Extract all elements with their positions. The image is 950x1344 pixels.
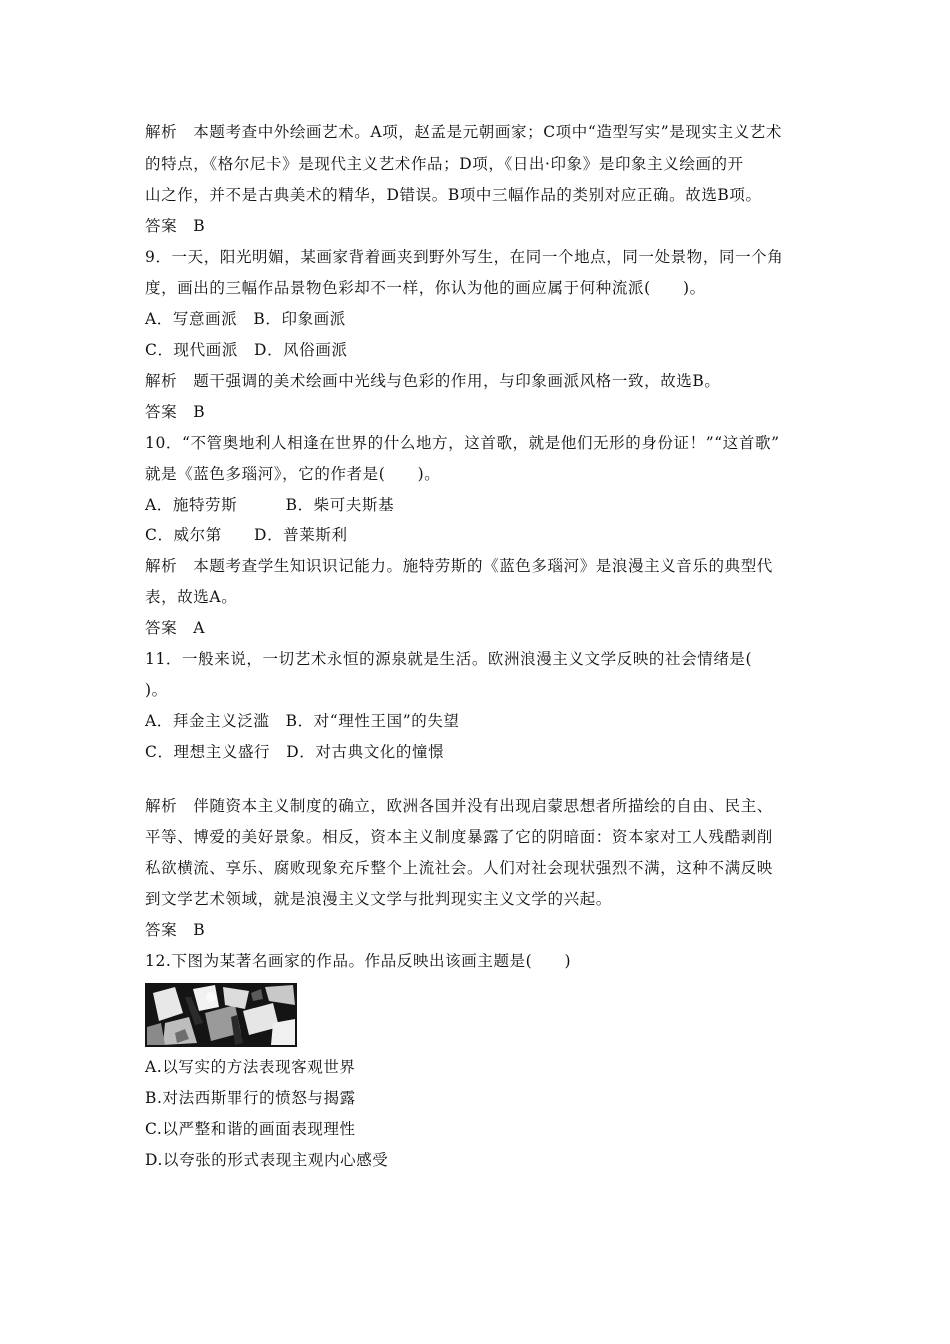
question-11-options-ab: A．拜金主义泛滥 B．对“理性王国”的失望: [145, 712, 460, 730]
question-9-line-2: 度，画出的三幅作品景物色彩却不一样，你认为他的画应属于何种流派( )。: [145, 279, 706, 297]
question-10-line-2: 就是《蓝色多瑙河》，它的作者是( )。: [145, 465, 441, 483]
question-12-option-c: C.以严整和谐的画面表现理性: [145, 1120, 356, 1138]
analysis-11-line-1: 解析 伴随资本主义制度的确立，欧洲各国并没有出现启蒙思想者所描绘的自由、民主、: [145, 797, 773, 815]
question-9-options-cd: C．现代画派 D．风俗画派: [145, 341, 348, 359]
analysis-11-line-2: 平等、博爱的美好景象。相反，资本主义制度暴露了它的阴暗面：资本家对工人残酷剥削: [145, 828, 773, 846]
analysis-11-line-4: 到文学艺术领域，就是浪漫主义文学与批判现实主义文学的兴起。: [145, 890, 612, 908]
question-10-options-ab: A．施特劳斯 B．柴可夫斯基: [145, 496, 395, 514]
answer-10: 答案 A: [145, 619, 206, 637]
question-10-line-1: 10．“不管奥地利人相逢在世界的什么地方，这首歌，就是他们无形的身份证！”“这首歌”: [145, 434, 780, 452]
analysis-8-line-3: 山之作，并不是古典美术的精华，D错误。B项中三幅作品的类别对应正确。故选B项。: [145, 186, 762, 204]
analysis-8-line-2: 的特点，《格尔尼卡》是现代主义艺术作品；D项，《日出·印象》是印象主义绘画的开: [145, 155, 744, 173]
analysis-11-line-3: 私欲横流、享乐、腐败现象充斥整个上流社会。人们对社会现状强烈不满，这种不满反映: [145, 859, 773, 877]
question-10-options-cd: C．威尔第 D．普莱斯利: [145, 526, 348, 544]
question-11-line-1: 11．一般来说，一切艺术永恒的源泉就是生活。欧洲浪漫主义文学反映的社会情绪是(: [145, 650, 753, 668]
question-11-options-cd: C．理想主义盛行 D．对古典文化的憧憬: [145, 743, 445, 761]
answer-8: 答案 B: [145, 217, 206, 235]
question-11-line-2: )。: [145, 681, 168, 699]
question-9-options-ab: A．写意画派 B．印象画派: [145, 310, 346, 328]
analysis-10-line-1: 解析 本题考查学生知识识记能力。施特劳斯的《蓝色多瑙河》是浪漫主义音乐的典型代: [145, 557, 773, 575]
question-12-option-d: D.以夸张的形式表现主观内心感受: [145, 1151, 389, 1169]
answer-9: 答案 B: [145, 403, 206, 421]
answer-11: 答案 B: [145, 921, 206, 939]
question-12-option-a: A.以写实的方法表现客观世界: [145, 1058, 356, 1076]
question-12-stem: 12.下图为某著名画家的作品。作品反映出该画主题是( ): [145, 952, 572, 970]
question-9-line-1: 9．一天，阳光明媚，某画家背着画夹到野外写生，在同一个地点，同一处景物，同一个角: [145, 248, 784, 266]
painting-image: [145, 983, 297, 1047]
analysis-8-line-1: 解析 本题考查中外绘画艺术。A项，赵孟是元朝画家；C项中“造型写实”是现实主义艺术: [145, 123, 783, 141]
analysis-10-line-2: 表，故选A。: [145, 588, 238, 606]
question-12-option-b: B.对法西斯罪行的愤怒与揭露: [145, 1089, 356, 1107]
analysis-9: 解析 题干强调的美术绘画中光线与色彩的作用，与印象画派风格一致，故选B。: [145, 372, 721, 390]
